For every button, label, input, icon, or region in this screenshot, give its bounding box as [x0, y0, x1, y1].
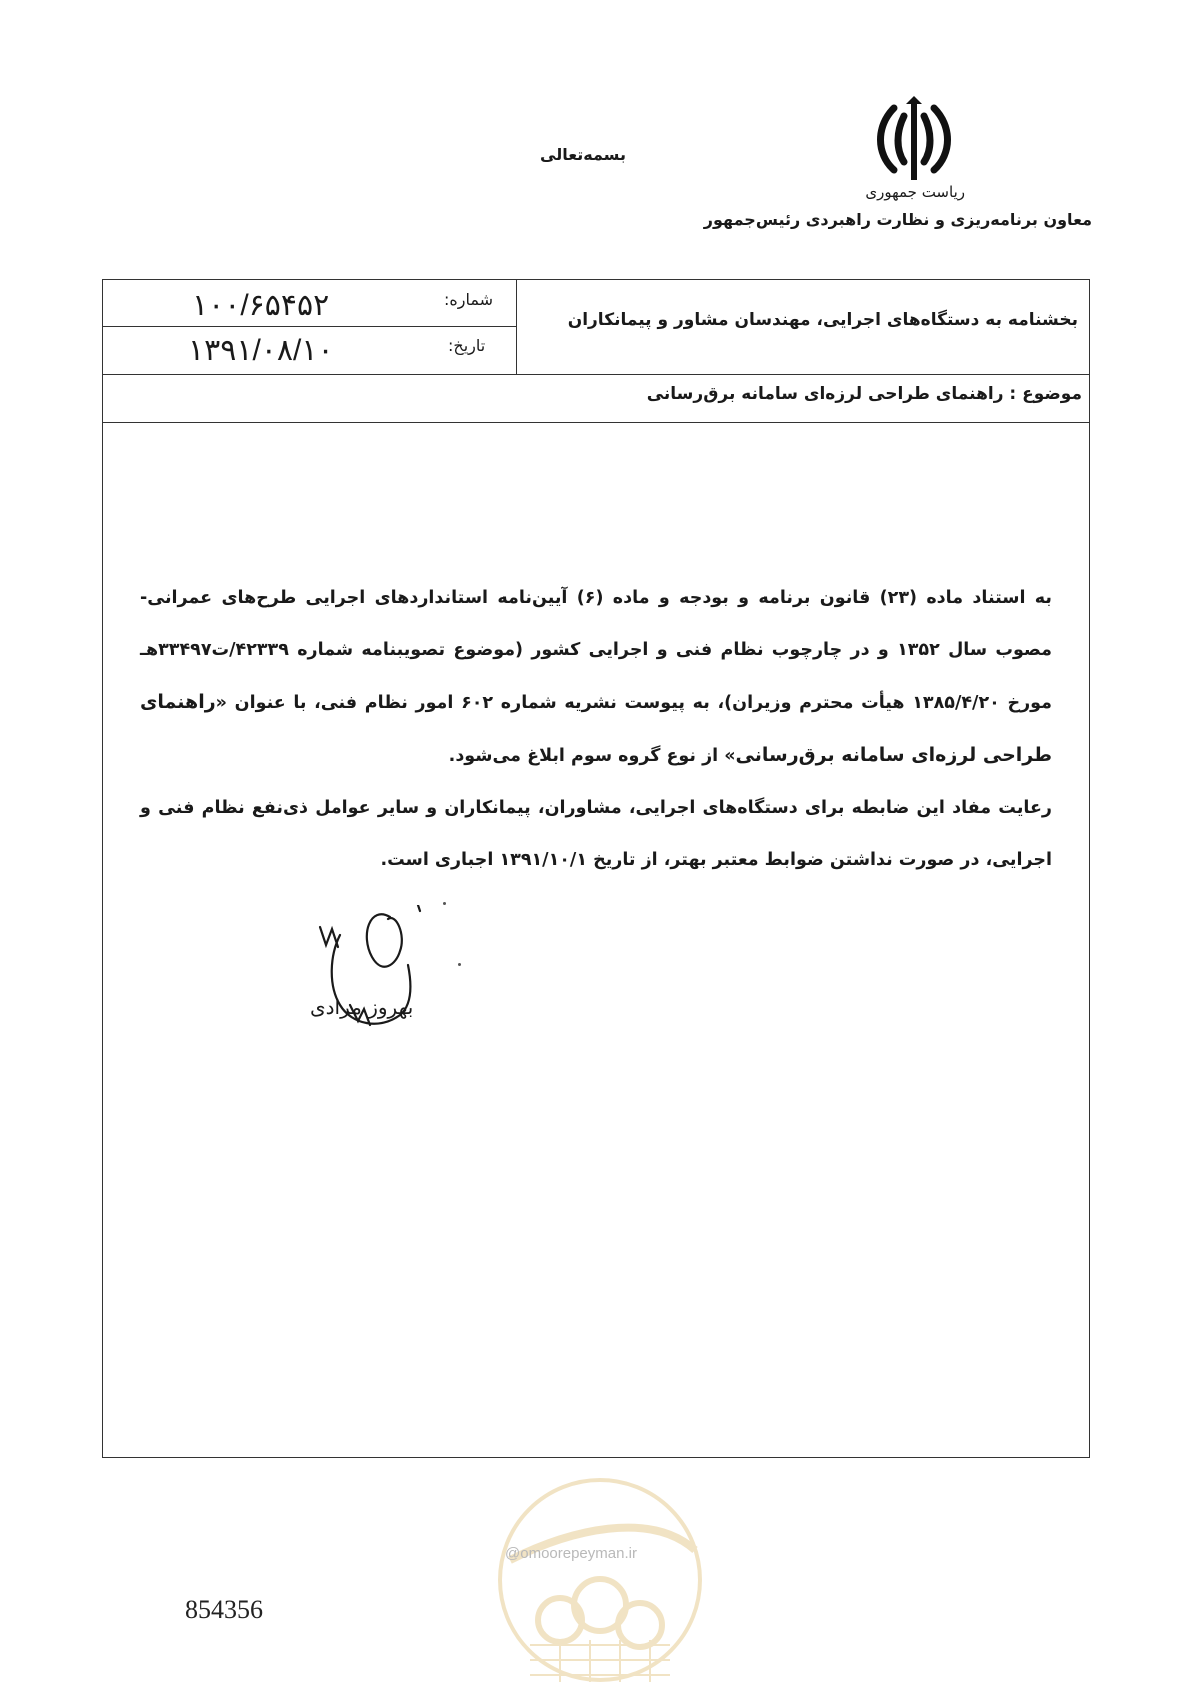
signatory-name: بهروز مرادی: [310, 995, 414, 1019]
subject-divider: [102, 422, 1090, 423]
invocation-text: بسمه‌تعالی: [540, 145, 626, 164]
publication-title: راهنمای طراحی لرزه‌ای سامانه برق‌رسانی: [140, 691, 1052, 766]
recipients-line: بخشنامه به دستگاه‌های اجرایی، مهندسان مشاور و پیمانکاران: [567, 310, 1078, 330]
handwritten-signature: [300, 905, 480, 1045]
body-p1-part-b: » از نوع گروه سوم ابلاغ می‌شود.: [448, 746, 736, 766]
body-paragraph-2: رعایت مفاد این ضابطه برای دستگاه‌های اجرایی، مشاوران، پیمانکاران و سایر عوامل ذی‌نفع نظام فنی و اجرایی، در صورت نداشتن ضوابط معتبر بهتر، از تاریخ ۱۳۹۱/۱۰/۱ اجباری است.: [140, 798, 1052, 870]
body-paragraph-1: [140, 572, 1052, 782]
government-label: ریاست جمهوری: [865, 183, 965, 201]
body-p1-part-a: به استناد ماده (۲۳) قانون برنامه و بودجه و ماده (۶) آیین‌نامه استانداردهای اجرایی طرح‌های عمرانی- مصوب سال ۱۳۵۲ و در چارچوب نظام فنی و اجرایی کشور (موضوع تصویبنامه شماره ۴۲۳۳۹/ت۳۳۴۹۷هـ مورخ ۱۳۸۵/۴/۲۰ هیأت محترم وزیران)، به پیوست نشریه شماره ۶۰۲ امور نظام فنی، با عنوان «: [140, 588, 1052, 713]
document-code: 854356: [185, 1595, 263, 1624]
department-label: معاون برنامه‌ریزی و نظارت راهبردی رئیس‌جمهور: [703, 210, 1092, 229]
letter-date: ۱۳۹۱/۰۸/۱۰: [188, 334, 334, 367]
date-label: تاریخ:: [448, 336, 486, 355]
subject-line: موضوع : راهنمای طراحی لرزه‌ای سامانه برق‌رسانی: [646, 384, 1082, 404]
ink-dot: [443, 902, 446, 905]
letter-body: [140, 572, 1052, 886]
ink-dot: [458, 963, 461, 966]
iran-emblem-icon: [872, 96, 956, 186]
watermark-url: @omoorepeyman.ir: [505, 1545, 637, 1562]
header-divider: [102, 374, 1090, 375]
number-label: شماره:: [444, 290, 494, 309]
letter-number: ۱۰۰/۶۵۴۵۲: [192, 289, 330, 322]
number-date-divider: [102, 326, 516, 327]
meta-column-divider: [516, 279, 517, 375]
omoorepeyman-watermark-logo: [490, 1470, 710, 1690]
